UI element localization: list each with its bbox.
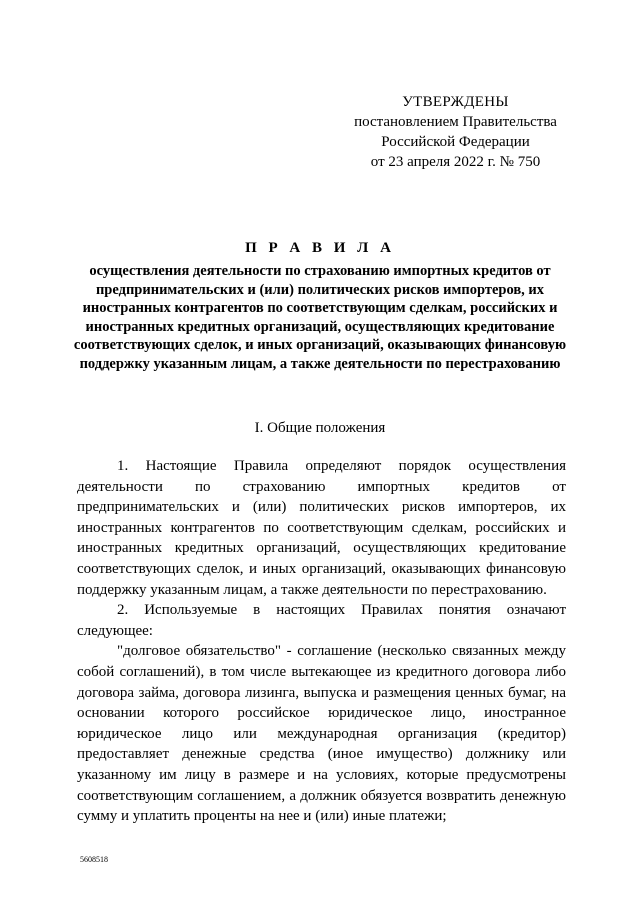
paragraph-2: 2. Используемые в настоящих Правилах понятия означают следующее: (77, 602, 566, 639)
document-subtitle: осуществления деятельности по страхованию импортных кредитов от предпринимательских и (или) политических рисков импортеров, их иностранных контрагентов по соответствующим сделкам, российских и иностранных кредитных организаций, осуществляющих кредитование соответствующих сделок, и иных организаций, оказывающих финансовую поддержку указанным лицам, а также деятельности по перестрахованию (73, 263, 567, 372)
document-title: П Р А В И Л А (245, 240, 395, 256)
approval-line-decree: постановлением Правительства (354, 114, 557, 130)
approval-line-government: Российской Федерации (381, 134, 530, 150)
approval-title: УТВЕРЖДЕНЫ (402, 94, 509, 110)
paragraph-3: "долговое обязательство" - соглашение (несколько связанных между собой соглашений), в том числе вытекающее из кредитного договора либо договора займа, договора лизинга, выпуска и размещения ценных бумаг, на основании которого российское юридическое лицо, иностранное юридическое лицо или международная организация (кредитор) предоставляет денежные средства (иное имущество) должнику или указанному им лицу в размере и на условиях, которые предусмотрены соответствующим соглашением, а должник обязуется возвратить денежную сумму и уплатить проценты на нее и (или) иные платежи; (77, 643, 566, 825)
approval-line-date-number: от 23 апреля 2022 г. № 750 (370, 154, 541, 170)
body-text (77, 456, 566, 827)
approval-block (348, 92, 563, 172)
footer-code: 5608518 (80, 855, 108, 864)
paragraph-1: 1. Настоящие Правила определяют порядок осуществления деятельности по страхованию импортных кредитов от предпринимательских и (или) политических рисков импортеров, их иностранных контрагентов по соответствующим сделкам, российских и иностранных кредитных организаций, осуществляющих кредитование соответствующих сделок, и иных организаций, оказывающих финансовую поддержку указанным лицам, а также деятельности по перестрахованию. (77, 458, 566, 598)
section-heading: I. Общие положения (254, 420, 386, 436)
